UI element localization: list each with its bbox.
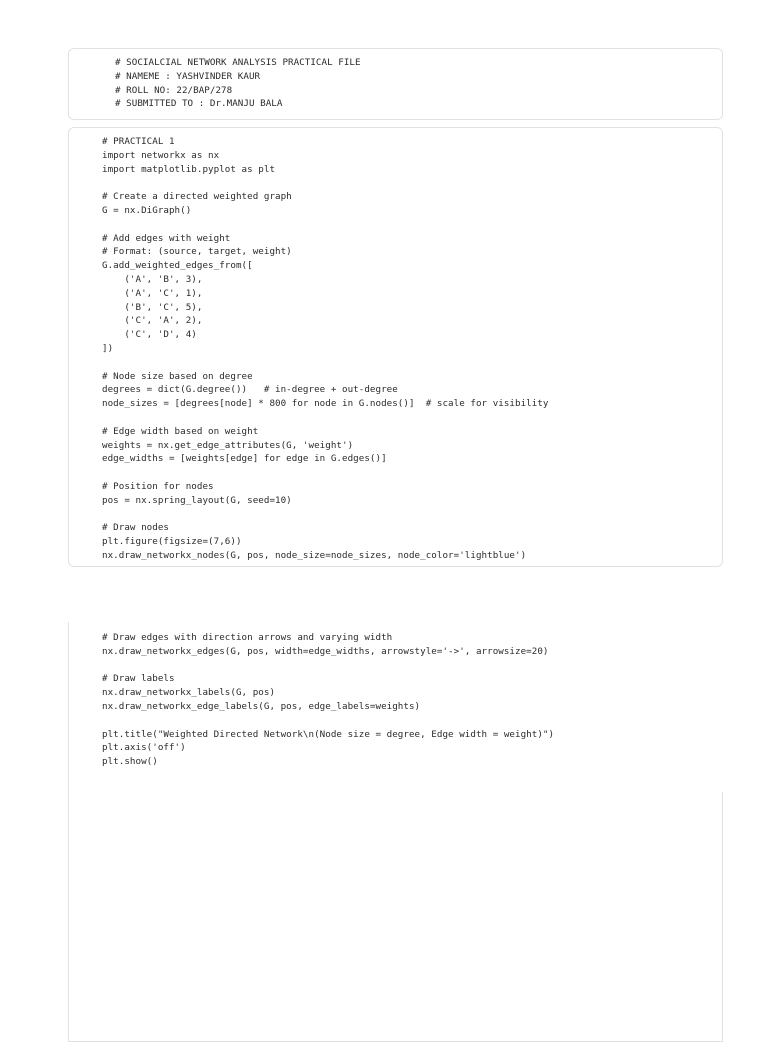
blank-line [102, 356, 722, 370]
code-line: plt.show() [102, 756, 158, 768]
code-line: ('B', 'C', 5), [102, 301, 203, 313]
code-line: # Add edges with weight [102, 232, 231, 244]
code-line: ]) [102, 342, 114, 354]
code-line: plt.title("Weighted Directed Network\n(Node size = degree, Edge width = weight)") [102, 728, 555, 740]
code-line: # Format: (source, target, weight) [102, 246, 292, 258]
header-code-cell[interactable] [68, 48, 723, 120]
code-line: ('A', 'C', 1), [102, 287, 203, 299]
code-line: ('C', 'A', 2), [102, 315, 203, 327]
code-line: plt.figure(figsize=(7,6)) [102, 536, 242, 548]
practical-1-code-cell[interactable] [68, 127, 723, 567]
code-line: # Create a directed weighted graph [102, 191, 292, 203]
code-line: # SUBMITTED TO : Dr.MANJU BALA [115, 98, 283, 110]
code-line: weights = nx.get_edge_attributes(G, 'weight') [102, 439, 354, 451]
code-line: ('A', 'B', 3), [102, 273, 203, 285]
code-line: nx.draw_networkx_labels(G, pos) [102, 687, 276, 699]
code-line: G.add_weighted_edges_from([ [102, 260, 253, 272]
code-line: # Draw edges with direction arrows and varying width [102, 632, 393, 643]
code-line: nx.draw_networkx_edge_labels(G, pos, edge_labels=weights) [102, 700, 421, 712]
code-line: pos = nx.spring_layout(G, seed=10) [102, 494, 292, 506]
code-line: # Draw labels [102, 673, 175, 685]
code-line: node_sizes = [degrees[node] * 800 for node in G.nodes()] # scale for visibility [102, 398, 549, 410]
blank-line [102, 659, 722, 673]
blank-line [102, 176, 722, 190]
code-line: # Node size based on degree [102, 370, 253, 382]
blank-line [102, 466, 722, 480]
code-line: ('C', 'D', 4) [102, 329, 197, 341]
code-line: import networkx as nx [102, 149, 220, 161]
code-line: # ROLL NO: 22/BAP/278 [115, 84, 233, 96]
code-line: # NAMEME : YASHVINDER KAUR [115, 70, 261, 82]
code-line: import matplotlib.pyplot as plt [102, 163, 276, 175]
code-line: # PRACTICAL 1 [102, 136, 175, 147]
code-line: plt.axis('off') [102, 742, 186, 754]
blank-line [102, 714, 722, 728]
blank-line [102, 508, 722, 522]
code-line: edge_widths = [weights[edge] for edge in G.edges()] [102, 453, 387, 465]
code-line: degrees = dict(G.degree()) # in-degree + out-degree [102, 384, 398, 396]
blank-line [102, 411, 722, 425]
code-line: # Draw nodes [102, 522, 169, 534]
code-line: nx.draw_networkx_nodes(G, pos, node_size=node_sizes, node_color='lightblue') [102, 549, 527, 561]
code-line: # SOCIALCIAL NETWORK ANALYSIS PRACTICAL FILE [115, 57, 361, 68]
blank-line [102, 218, 722, 232]
practical-1-continuation-cell[interactable] [68, 622, 723, 1042]
code-line: # Position for nodes [102, 480, 214, 492]
code-line: G = nx.DiGraph() [102, 204, 192, 216]
code-line: # Edge width based on weight [102, 425, 259, 437]
code-line: nx.draw_networkx_edges(G, pos, width=edge_widths, arrowstyle='->', arrowsize=20) [102, 645, 549, 657]
